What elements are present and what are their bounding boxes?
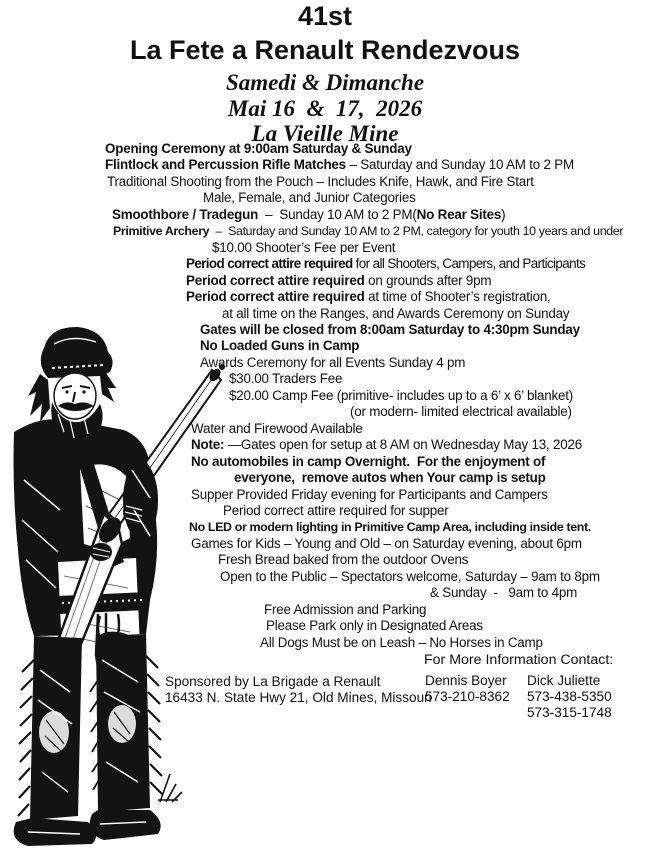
- body-line: Primitive Archery – Saturday and Sunday 10 AM to 2 PM, category for youth 10 years and under: [113, 224, 624, 239]
- event-title: La Fete a Renault Rendezvous: [129, 35, 521, 65]
- body-line: Awards Ceremony for all Events Sunday 4 pm: [200, 354, 466, 370]
- body-line: Fresh Bread baked from the outdoor Ovens: [218, 552, 469, 568]
- body-line: Water and Firewood Available: [191, 420, 363, 436]
- body-line: No Loaded Guns in Camp: [200, 338, 360, 354]
- body-line: at all time on the Ranges, and Awards Ceremony on Sunday: [222, 305, 570, 321]
- body-line: (or modern- limited electrical available): [350, 404, 572, 420]
- body-line: everyone, remove autos when Your camp is setup: [234, 470, 546, 486]
- event-details: [0, 141, 650, 651]
- contact-heading: For More Information Contact:: [424, 652, 614, 668]
- body-line: Note: —Gates open for setup at 8 AM on Wednesday May 13, 2026: [191, 437, 582, 453]
- subtitle-days: Samedi & Dimanche: [225, 70, 425, 95]
- body-line: Opening Ceremony at 9:00am Saturday & Sunday: [105, 141, 412, 156]
- subtitle-date: Mai 16 & 17, 2026: [227, 96, 423, 121]
- body-line: Smoothbore / Tradegun – Sunday 10 AM to 2 PM(No Rear Sites): [112, 206, 506, 222]
- body-line: Games for Kids – Young and Old – on Saturday evening, about 6pm: [191, 535, 582, 551]
- contact-name: Dennis Boyer: [425, 673, 507, 688]
- contact-phone: 573-438-5350: [527, 689, 612, 704]
- body-line: All Dogs Must be on Leash – No Horses in Camp: [260, 634, 543, 650]
- sponsor-address: 16433 N. State Hwy 21, Old Mines, Missouri: [165, 690, 432, 705]
- edition-title: 41st: [297, 1, 353, 31]
- body-line: Period correct attire required at time of Shooter’s registration,: [186, 289, 551, 305]
- contact-phone: 573-210-8362: [425, 689, 510, 704]
- body-line: Flintlock and Percussion Rifle Matches – Saturday and Sunday 10 AM to 2 PM: [105, 157, 574, 173]
- body-line: Supper Provided Friday evening for Participants and Campers: [191, 486, 548, 502]
- body-line: Period correct attire required on grounds after 9pm: [186, 272, 492, 288]
- subtitle-location: La Vieille Mine: [251, 121, 399, 146]
- body-line: Open to the Public – Spectators welcome, Saturday – 9am to 8pm: [220, 568, 600, 584]
- body-line: Traditional Shooting from the Pouch – Includes Knife, Hawk, and Fire Start: [107, 173, 534, 189]
- sponsor-name: Sponsored by La Brigade a Renault: [165, 674, 381, 689]
- contact-name: Dick Juliette: [527, 673, 601, 688]
- body-line: $20.00 Camp Fee (primitive- includes up to a 6’ x 6’ blanket): [229, 387, 574, 403]
- body-line: Period correct attire required for supper: [223, 502, 449, 518]
- body-line: Free Admission and Parking: [264, 601, 427, 617]
- contact-phone: 573-315-1748: [527, 705, 612, 720]
- body-line: Gates will be closed from 8:00am Saturday to 4:30pm Sunday: [200, 321, 580, 337]
- body-line: Period correct attire required for all Shooters, Campers, and Participants: [186, 256, 586, 272]
- body-line: $30.00 Traders Fee: [229, 371, 343, 387]
- body-line: Male, Female, and Junior Categories: [203, 190, 416, 206]
- body-line: No LED or modern lighting in Primitive Camp Area, including inside tent.: [189, 520, 591, 535]
- body-line: No automobiles in camp Overnight. For the enjoyment of: [191, 453, 546, 469]
- body-line: Please Park only in Designated Areas: [266, 618, 483, 634]
- body-line: $10.00 Shooter’s Fee per Event: [212, 239, 396, 255]
- body-line: & Sunday - 9am to 4pm: [430, 585, 578, 601]
